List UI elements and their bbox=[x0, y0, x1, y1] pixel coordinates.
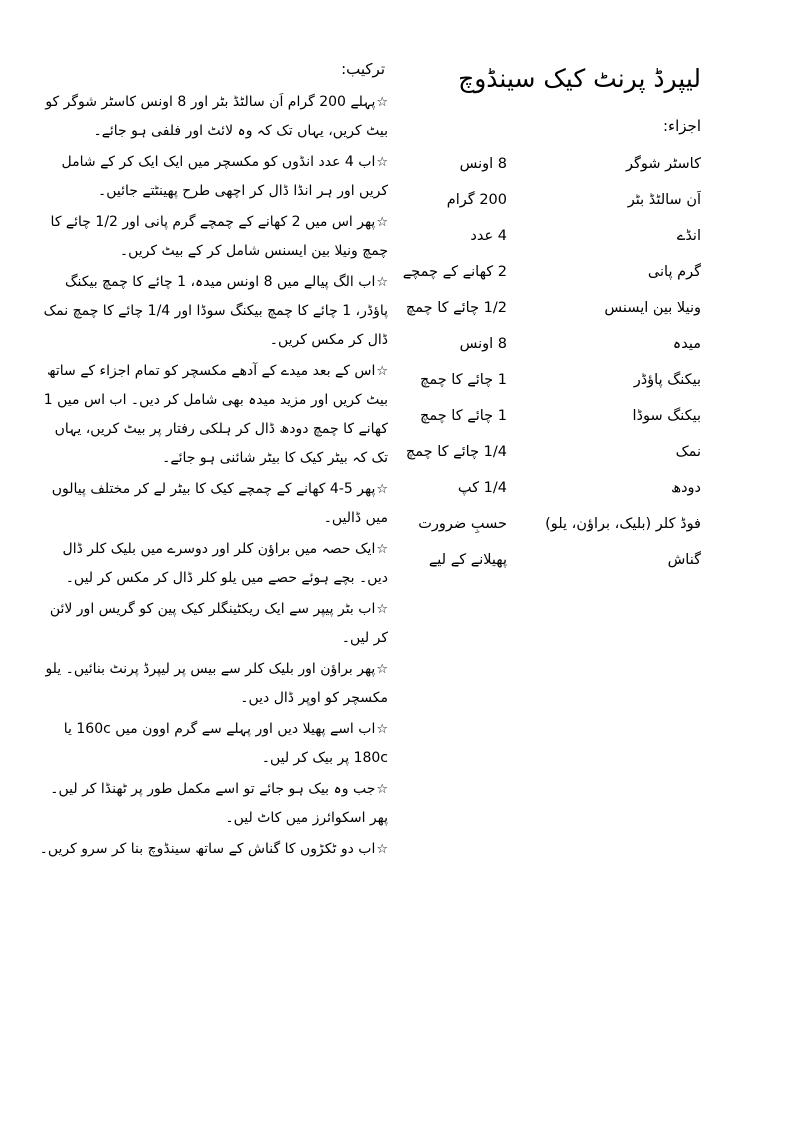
ingredient-row bbox=[361, 398, 701, 434]
step-text: اس کے بعد میدے کے آدھے مکسچر کو تمام اجزاء کے ساتھ بیٹ کریں اور مزید میدہ بھی شامل کر دیں۔ اب اس میں 1 کھانے کا چمچ دودھ ڈال کر ہلکی رفتار پر بیٹ کریں، یہاں تک کہ بیٹر کیک کا بیٹر شائنی ہو جائے۔ bbox=[43, 363, 388, 466]
star-icon: ☆ bbox=[376, 842, 388, 857]
ingredient-quantity: پھیلانے کے لیے bbox=[428, 552, 507, 568]
ingredient-quantity: 4 عدد bbox=[470, 228, 507, 244]
ingredient-row bbox=[361, 182, 701, 218]
ingredient-row bbox=[361, 326, 701, 362]
step-text: پہلے 200 گرام اَن سالٹڈ بٹر اور 8 اونس کاسٹر شوگر کو بیٹ کریں، یہاں تک کہ وہ لائٹ اور فلفی ہو جائے۔ bbox=[45, 94, 388, 139]
ingredient-row bbox=[361, 434, 701, 470]
method-step bbox=[36, 535, 388, 593]
ingredient-name: دودھ bbox=[670, 480, 701, 496]
ingredient-quantity: 1/4 چائے کا چمچ bbox=[405, 444, 507, 460]
ingredient-row bbox=[361, 542, 701, 578]
ingredient-quantity: 1/2 چائے کا چمچ bbox=[405, 300, 507, 316]
ingredient-row bbox=[361, 290, 701, 326]
step-text: جب وہ بیک ہو جائے تو اسے مکمل طور پر ٹھنڈا کر لیں۔ پھر اسکوائرز میں کاٹ لیں۔ bbox=[50, 781, 388, 826]
ingredient-row bbox=[361, 506, 701, 542]
star-icon: ☆ bbox=[376, 782, 388, 797]
ingredient-quantity: حسبِ ضرورت bbox=[418, 516, 507, 532]
step-text: ایک حصہ میں براؤن کلر اور دوسرے میں بلیک کلر ڈال دیں۔ بچے ہوئے حصے میں یلو کلر ڈال کر مکس کر لیں۔ bbox=[62, 541, 388, 586]
star-icon: ☆ bbox=[376, 602, 388, 617]
star-icon: ☆ bbox=[376, 662, 388, 677]
ingredient-name: فوڈ کلر (بلیک، براؤن، یلو) bbox=[545, 516, 701, 532]
ingredient-quantity: 1/4 کپ bbox=[457, 480, 507, 496]
star-icon: ☆ bbox=[376, 275, 388, 290]
method-heading: ترکیب: bbox=[341, 60, 385, 78]
step-text: اب بٹر پیپر سے ایک ریکٹینگلر کیک پین کو گریس اور لائن کر لیں۔ bbox=[49, 601, 388, 646]
ingredient-row bbox=[361, 146, 701, 182]
ingredient-name: اَن سالٹڈ بٹر bbox=[627, 192, 701, 208]
star-icon: ☆ bbox=[376, 482, 388, 497]
star-icon: ☆ bbox=[376, 722, 388, 737]
ingredient-quantity: 1 چائے کا چمچ bbox=[419, 372, 507, 388]
ingredient-row bbox=[361, 362, 701, 398]
step-text: اب 4 عدد انڈوں کو مکسچر میں ایک ایک کر کے شامل کریں اور ہر انڈا ڈال کر اچھی طرح پھینٹتے جائیں۔ bbox=[61, 154, 388, 199]
method-step bbox=[36, 148, 388, 206]
ingredients-heading: اجزاء: bbox=[663, 117, 701, 135]
ingredient-quantity: 1 چائے کا چمچ bbox=[419, 408, 507, 424]
ingredient-quantity: 8 اونس bbox=[459, 156, 507, 172]
step-text: اب دو ٹکڑوں کا گناش کے ساتھ سینڈوچ بنا کر سرو کریں۔ bbox=[39, 841, 376, 857]
star-icon: ☆ bbox=[376, 542, 388, 557]
step-text: اب اسے پھیلا دیں اور پہلے سے گرم اوون میں 160c یا 180c پر بیک کر لیں۔ bbox=[63, 721, 388, 766]
ingredient-name: بیکنگ پاؤڈر bbox=[633, 372, 701, 388]
ingredient-name: نمک bbox=[675, 444, 701, 460]
method-step bbox=[36, 357, 388, 473]
method-step bbox=[36, 715, 388, 773]
ingredient-name: ونیلا بین ایسنس bbox=[604, 300, 701, 316]
ingredient-name: گناش bbox=[667, 552, 701, 568]
step-text: پھر اس میں 2 کھانے کے چمچے گرم پانی اور 1/2 چائے کا چمچ ونیلا بین ایسنس شامل کر کے بیٹ کریں۔ bbox=[50, 214, 388, 259]
recipe-title: لیپرڈ پرنٹ کیک سینڈوچ bbox=[458, 64, 701, 93]
method-step bbox=[36, 268, 388, 355]
ingredient-name: انڈے bbox=[676, 228, 701, 244]
ingredient-name: کاسٹر شوگر bbox=[626, 156, 701, 172]
step-text: اب الگ پیالے میں 8 اونس میدہ، 1 چائے کا چمچ بیکنگ پاؤڈر، 1 چائے کا چمچ بیکنگ سوڈا اور 1/4 چائے کا چمچ نمک ڈال کر مکس کریں۔ bbox=[43, 274, 388, 348]
ingredients-list bbox=[361, 146, 701, 578]
ingredient-row bbox=[361, 218, 701, 254]
ingredient-name: بیکنگ سوڈا bbox=[632, 408, 701, 424]
ingredient-name: میدہ bbox=[672, 336, 701, 352]
method-step bbox=[36, 88, 388, 146]
ingredient-row bbox=[361, 254, 701, 290]
ingredient-name: گرم پانی bbox=[647, 264, 701, 280]
step-text: پھر براؤن اور بلیک کلر سے بیس پر لیپرڈ پرنٹ بنائیں۔ یلو مکسچر کو اوپر ڈال دیں۔ bbox=[45, 661, 388, 706]
method-step bbox=[36, 655, 388, 713]
method-step bbox=[36, 775, 388, 833]
method-step bbox=[36, 475, 388, 533]
method-step bbox=[36, 835, 388, 864]
method-steps bbox=[36, 88, 388, 866]
ingredient-quantity: 8 اونس bbox=[459, 336, 507, 352]
ingredient-row bbox=[361, 470, 701, 506]
star-icon: ☆ bbox=[376, 364, 388, 379]
method-step bbox=[36, 595, 388, 653]
star-icon: ☆ bbox=[376, 155, 388, 170]
method-step bbox=[36, 208, 388, 266]
star-icon: ☆ bbox=[376, 95, 388, 110]
step-text: پھر 5-4 کھانے کے چمچے کیک کا بیٹر لے کر مختلف پیالوں میں ڈالیں۔ bbox=[51, 481, 388, 526]
star-icon: ☆ bbox=[376, 215, 388, 230]
ingredient-quantity: 200 گرام bbox=[446, 192, 507, 208]
ingredient-quantity: 2 کھانے کے چمچے bbox=[402, 264, 507, 280]
